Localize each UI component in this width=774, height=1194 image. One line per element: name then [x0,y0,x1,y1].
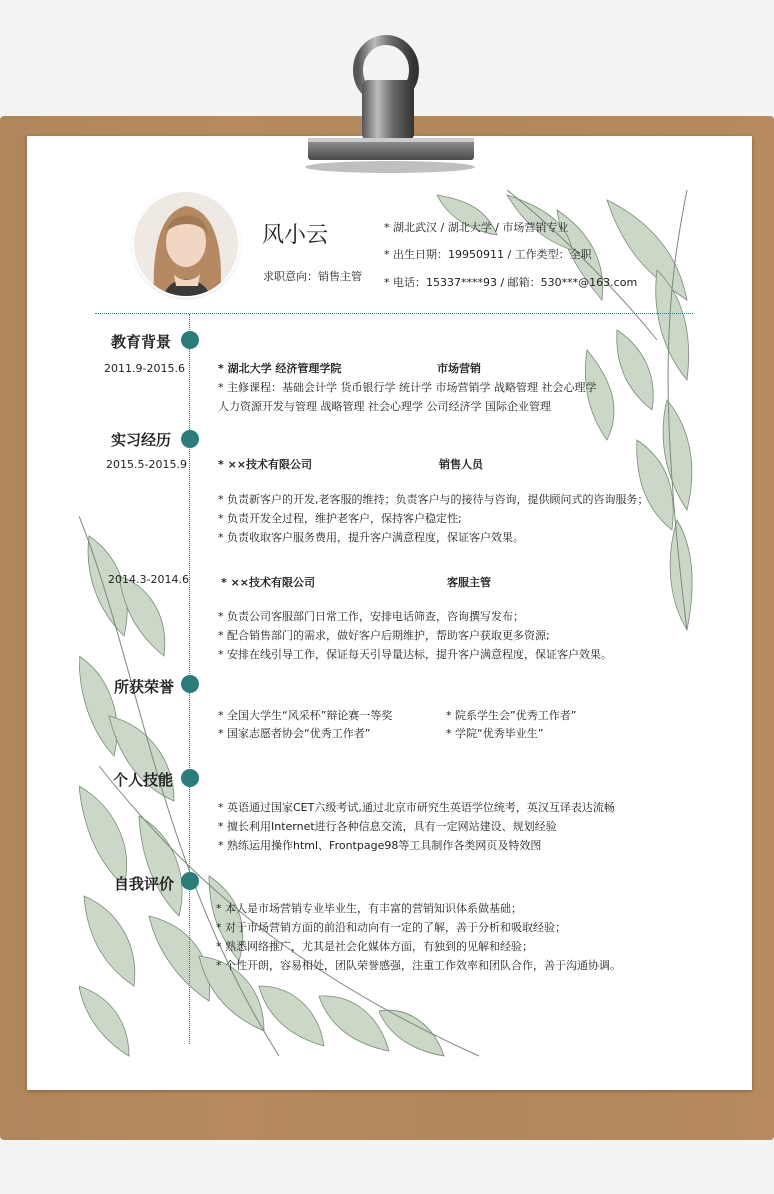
job-duty: * 负责新客户的开发,老客服的维持；负责客户与的接待与咨询，提供顾问式的咨询服务； [218,493,649,506]
job-duty: * 负责公司客服部门日常工作，安排电话筛查，咨询撰写发布； [218,610,524,623]
job-objective: 求职意向：销售主管 [263,270,362,283]
education-date: 2011.9-2015.6 [104,362,185,375]
education-school: * 湖北大学 经济管理学院 [218,362,342,375]
honor-item: * 全国大学生“风采杯”辩论赛一等奖 [218,709,393,722]
section-title-education: 教育背景 [111,333,172,351]
avatar [134,192,238,296]
timeline-dot [181,769,199,787]
honor-item: * 国家志愿者协会“优秀工作者” [218,727,371,740]
skill-item: * 擅长利用Internet进行各种信息交流，具有一定网站建设、规划经验 [218,820,557,833]
education-courses-continued: 人力资源开发与管理 战略管理 社会心理学 公司经济学 国际企业管理 [218,400,551,413]
skill-item: * 英语通过国家CET六级考试,通过北京市研究生英语学位统考，英汉互译表达流畅 [218,801,615,814]
timeline-dot [181,872,199,890]
self-eval-item: * 熟悉网络推广，尤其是社会化媒体方面，有独到的见解和经验； [216,940,533,953]
section-title-honors: 所获荣誉 [114,678,175,696]
job-duty: * 配合销售部门的需求，做好客户后期维护，帮助客户获取更多资源; [218,629,550,642]
timeline-dot [181,430,199,448]
info-birth: * 出生日期：19950911 / 工作类型：全职 [384,248,592,261]
job-company: * ××技术有限公司 [218,458,313,471]
self-eval-item: * 个性开朗，容易相处，团队荣誉感强，注重工作效率和团队合作，善于沟通协调。 [216,959,621,972]
timeline-dot [181,675,199,693]
self-eval-item: * 本人是市场营销专业毕业生，有丰富的营销知识体系做基础； [216,902,522,915]
job-company: * ××技术有限公司 [221,576,316,589]
job-date: 2015.5-2015.9 [106,458,187,471]
job-duty: * 负责收取客户服务费用，提升客户满意程度，保证客户效果。 [218,531,524,544]
info-contact: * 电话：15337****93 / 邮箱：530***@163.com [384,276,638,289]
section-title-internship: 实习经历 [111,431,172,449]
honor-item: * 学院“优秀毕业生” [446,727,544,740]
info-location: * 湖北武汉 / 湖北大学 / 市场营销专业 [384,221,569,234]
section-title-self-evaluation: 自我评价 [114,875,175,893]
timeline-dot [181,331,199,349]
self-eval-item: * 对于市场营销方面的前沿和动向有一定的了解，善于分析和吸取经验； [216,921,566,934]
education-courses: * 主修课程：基础会计学 货币银行学 统计学 市场营销学 战略管理 社会心理学 [218,381,597,394]
education-major: 市场营销 [437,362,481,375]
honor-item: * 院系学生会”优秀工作者” [446,709,577,722]
header-divider [95,313,693,314]
job-duty: * 负责开发全过程，维护老客户，保持客户稳定性; [218,512,462,525]
job-role: 销售人员 [439,458,483,471]
candidate-name: 风小云 [262,223,329,248]
job-date: 2014.3-2014.6 [108,573,189,586]
skill-item: * 熟练运用操作html、Frontpage98等工具制作各类网页及特效图 [218,839,542,852]
background-bottom [0,1140,774,1194]
binder-clip [300,20,480,180]
job-duty: * 安排在线引导工作，保证每天引导量达标，提升客户满意程度，保证客户效果。 [218,648,612,661]
job-role: 客服主管 [447,576,491,589]
portrait-image [134,192,238,296]
section-title-skills: 个人技能 [113,771,174,789]
